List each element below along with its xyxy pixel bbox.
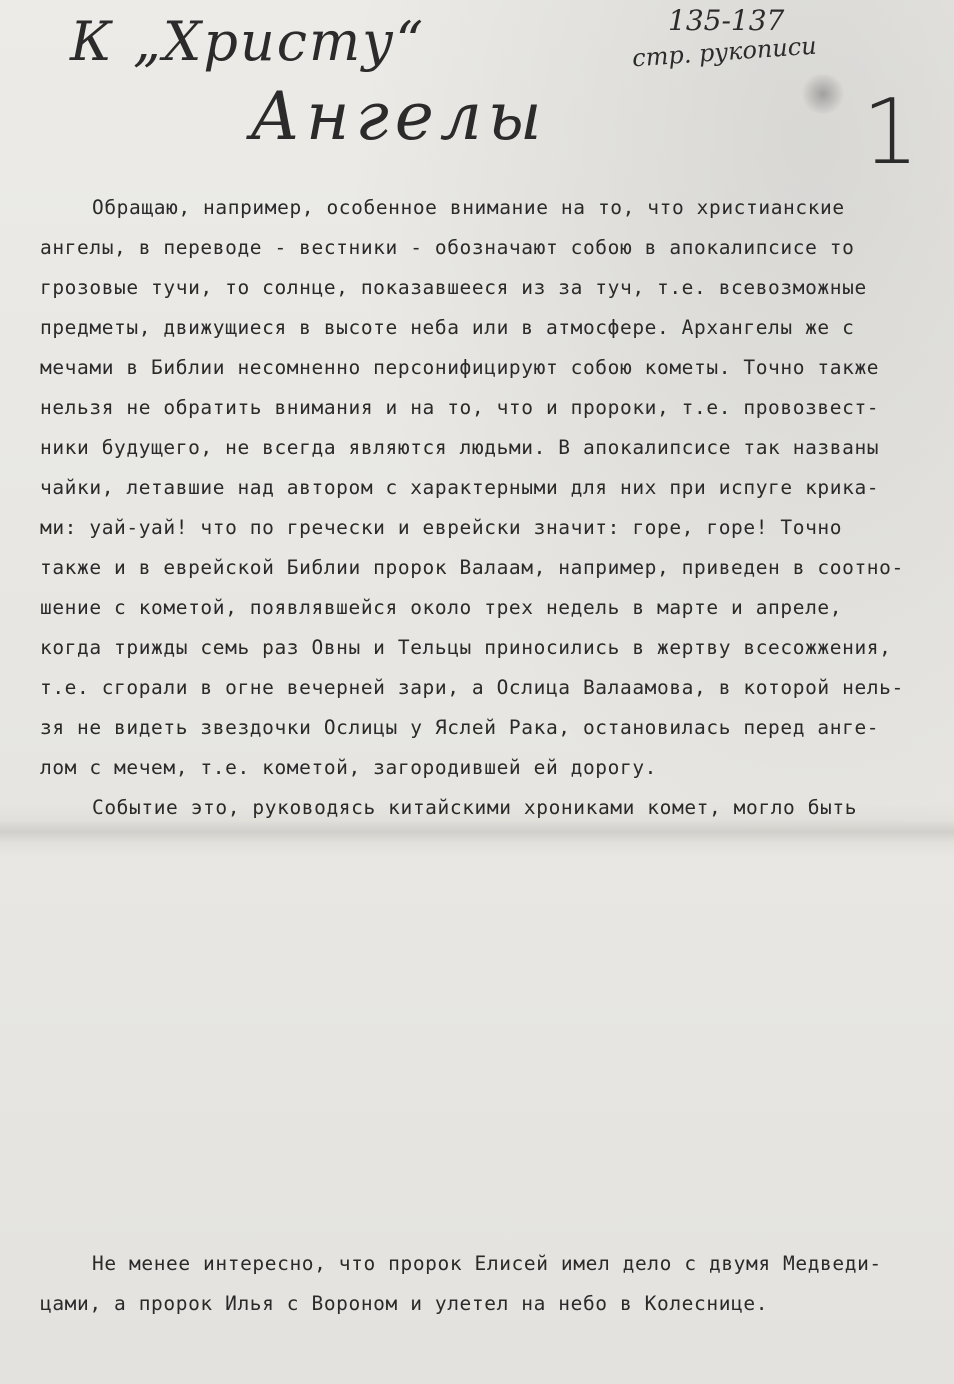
handwritten-page-note: стр. рукописи: [631, 31, 818, 73]
paragraph-1: [40, 188, 920, 828]
text-line: т.е. сгорали в огне вечерней зари, а Ослица Валаамова, в которой нель-: [40, 676, 904, 699]
paragraph-2: [40, 1244, 920, 1324]
text-line: чайки, летавшие над автором с характерными для них при испуге крика-: [40, 476, 880, 499]
text-line: лом с мечем, т.е. кометой, загородившей ей дорогу.: [40, 756, 657, 779]
text-line: также и в еврейской Библии пророк Валаам, например, приведен в соотно-: [40, 556, 904, 579]
handwritten-heading: Ангелы: [250, 78, 548, 155]
text-line: мечами в Библии несомненно персонифицируют собою кометы. Точно также: [40, 356, 880, 379]
text-line: ники будущего, не всегда являются людьми. В апокалипсисе так названы: [40, 436, 880, 459]
text-line: Событие это, руководясь китайскими хрониками комет, могло быть: [92, 796, 858, 819]
text-line: зя не видеть звездочки Ослицы у Яслей Рака, остановилась перед анге-: [40, 716, 880, 739]
handwritten-page-range: 135-137: [668, 4, 785, 37]
text-line: нельзя не обратить внимания и на то, что и пророки, т.е. провозвест-: [40, 396, 880, 419]
text-line: шение с кометой, появлявшейся около трех недель в марте и апреле,: [40, 596, 843, 619]
text-line: Обращаю, например, особенное внимание на то, что христианские: [92, 196, 845, 219]
handwritten-page-number: 1: [862, 80, 920, 185]
text-line: ангелы, в переводе - вестники - обозначают собою в апокалипсисе то: [40, 236, 855, 259]
handwritten-title: К „Христу“: [70, 10, 426, 73]
text-line: ми: уай-уай! что по гречески и еврейски значит: горе, горе! Точно: [40, 516, 843, 539]
text-line: Не менее интересно, что пророк Елисей имел дело с двумя Медведи-: [92, 1252, 882, 1275]
text-line: цами, а пророк Илья с Вороном и улетел на небо в Колеснице.: [40, 1292, 769, 1315]
text-line: грозовые тучи, то солнце, показавшееся из за туч, т.е. всевозможные: [40, 276, 867, 299]
text-line: предметы, движущиеся в высоте неба или в атмосфере. Архангелы же с: [40, 316, 855, 339]
text-line: когда трижды семь раз Овны и Тельцы приносились в жертву всесожжения,: [40, 636, 892, 659]
ink-blot: [800, 74, 846, 114]
